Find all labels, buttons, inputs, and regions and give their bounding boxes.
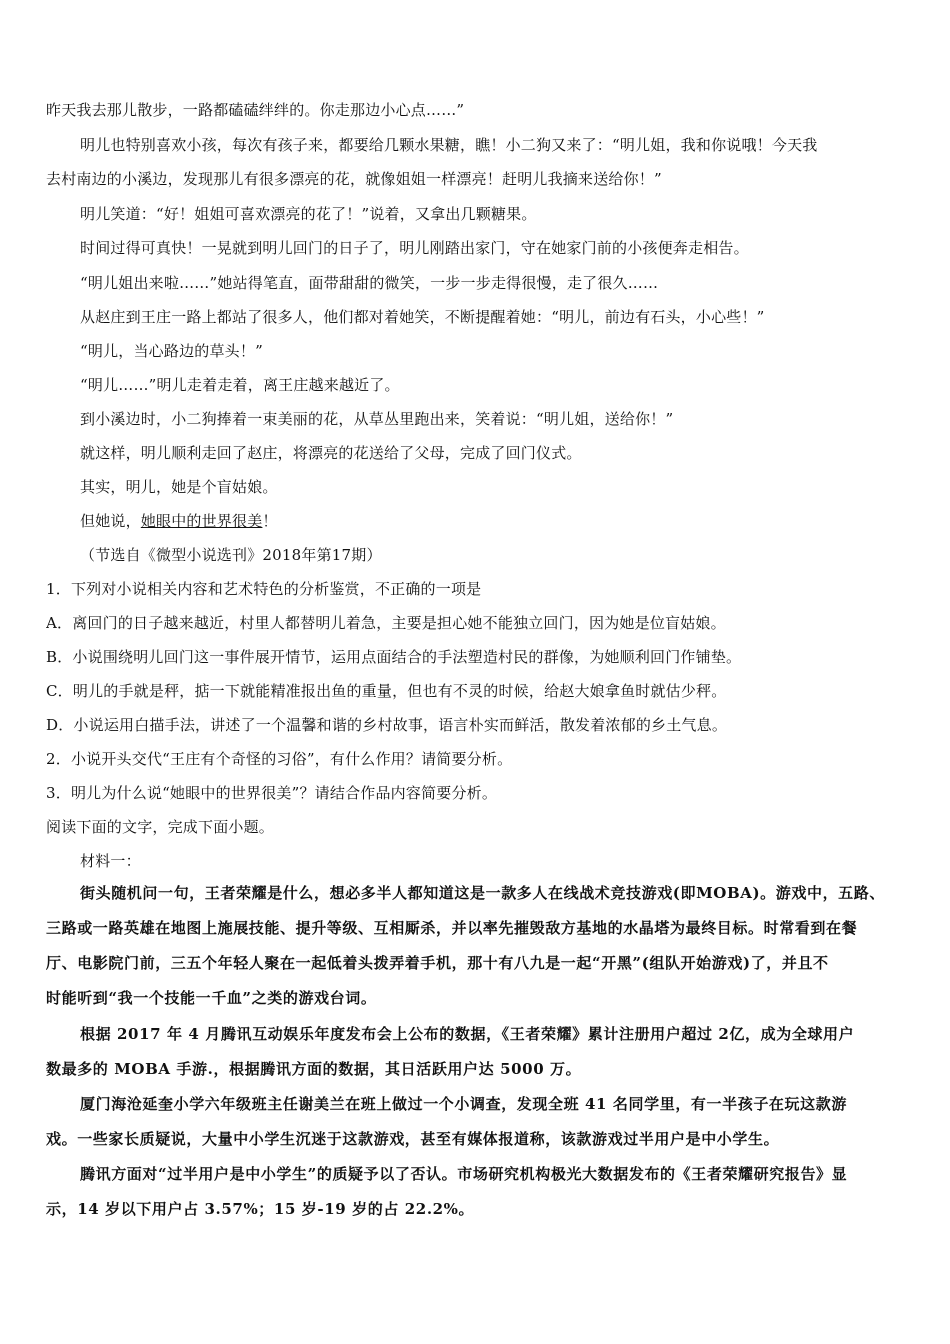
story-paragraph: 明儿也特别喜欢小孩，每次有孩子来，都要给几颗水果糖，瞧！小二狗又来了：“明儿姐，我和你说哦！今天我: [80, 136, 818, 154]
material-paragraph: 街头随机问一句，王者荣耀是什么，想必多半人都知道这是一款多人在线战术竞技游戏(即MOBA)。游戏中，五路、: [80, 884, 885, 902]
question-3: 3．明儿为什么说“她眼中的世界很美”？请结合作品内容简要分析。: [46, 784, 498, 802]
story-paragraph: 到小溪边时，小二狗捧着一束美丽的花，从草丛里跑出来，笑着说：“明儿姐，送给你！”: [80, 410, 674, 428]
option-b: B．小说围绕明儿回门这一事件展开情节，运用点面结合的手法塑造村民的群像，为她顺利回门作铺垫。: [46, 648, 742, 666]
story-paragraph-final: [80, 510, 906, 532]
material-paragraph: 厦门海沧延奎小学六年级班主任谢美兰在班上做过一个小调查，发现全班 41 名同学里，有一半孩子在玩这款游: [80, 1095, 847, 1113]
story-paragraph: 就这样，明儿顺利走回了赵庄，将漂亮的花送给了父母，完成了回门仪式。: [80, 444, 582, 462]
final-prefix: 但她说，: [80, 512, 141, 530]
story-paragraph: “明儿……”明儿走着走着，离王庄越来越近了。: [80, 376, 400, 394]
source-citation: （节选自《微型小说选刊》2018年第17期）: [80, 546, 382, 564]
material-paragraph: 根据 2017 年 4 月腾讯互动娱乐年度发布会上公布的数据，《王者荣耀》累计注册用户超过 2亿，成为全球用户: [80, 1025, 855, 1043]
story-paragraph: 去村南边的小溪边，发现那儿有很多漂亮的花，就像姐姐一样漂亮！赶明儿我摘来送给你！”: [46, 170, 662, 188]
question-1: 1．下列对小说相关内容和艺术特色的分析鉴赏，不正确的一项是: [46, 580, 482, 598]
option-d: D．小说运用白描手法，讲述了一个温馨和谐的乡村故事，语言朴实而鲜活，散发着浓郁的乡土气息。: [46, 716, 728, 734]
material-paragraph: 三路或一路英雄在地图上施展技能、提升等级、互相厮杀，并以率先摧毁敌方基地的水晶塔为最终目标。时常看到在餐: [46, 919, 858, 937]
material-paragraph: 时能听到“我一个技能一千血”之类的游戏台词。: [46, 989, 377, 1007]
material-paragraph: 示，14 岁以下用户占 3.57%；15 岁-19 岁的占 22.2%。: [46, 1200, 475, 1218]
story-paragraph: 从赵庄到王庄一路上都站了很多人，他们都对着她笑，不断提醒着她：“明儿，前边有石头，小心些！”: [80, 308, 765, 326]
story-paragraph: 时间过得可真快！一晃就到明儿回门的日子了，明儿刚踏出家门，守在她家门前的小孩便奔走相告。: [80, 239, 749, 257]
final-suffix: ！: [262, 512, 278, 530]
material-paragraph: 腾讯方面对“过半用户是中小学生”的质疑予以了否认。市场研究机构极光大数据发布的《王者荣耀研究报告》显: [80, 1165, 848, 1183]
material-paragraph: 厅、电影院门前，三五个年轻人聚在一起低着头拨弄着手机，那十有八九是一起“开黑”(组队开始游戏)了，并且不: [46, 954, 829, 972]
underlined-phrase: 她眼中的世界很美: [140, 512, 263, 530]
option-a: A．离回门的日子越来越近，村里人都替明儿着急，主要是担心她不能独立回门，因为她是位盲姑娘。: [46, 614, 726, 632]
story-paragraph: 明儿笑道：“好！姐姐可喜欢漂亮的花了！”说着，又拿出几颗糖果。: [80, 205, 537, 223]
material-label: 材料一：: [80, 852, 141, 870]
material-paragraph: 戏。一些家长质疑说，大量中小学生沉迷于这款游戏，甚至有媒体报道称，该款游戏过半用户是中小学生。: [46, 1130, 780, 1148]
option-c: C．明儿的手就是秤，掂一下就能精准报出鱼的重量，但也有不灵的时候，给赵大娘拿鱼时就估少秤。: [46, 682, 727, 700]
section-intro: 阅读下面的文字，完成下面小题。: [46, 818, 275, 836]
story-paragraph: 昨天我去那儿散步，一路都磕磕绊绊的。你走那边小心点……”: [46, 101, 465, 119]
material-paragraph: 数最多的 MOBA 手游.，根据腾讯方面的数据，其日活跃用户达 5000 万。: [46, 1060, 582, 1078]
question-2: 2．小说开头交代“王庄有个奇怪的习俗”，有什么作用？请简要分析。: [46, 750, 513, 768]
story-paragraph: 其实，明儿，她是个盲姑娘。: [80, 478, 278, 496]
story-paragraph: “明儿姐出来啦……”她站得笔直，面带甜甜的微笑，一步一步走得很慢，走了很久……: [80, 274, 659, 292]
story-paragraph: “明儿，当心路边的草头！”: [80, 342, 263, 360]
